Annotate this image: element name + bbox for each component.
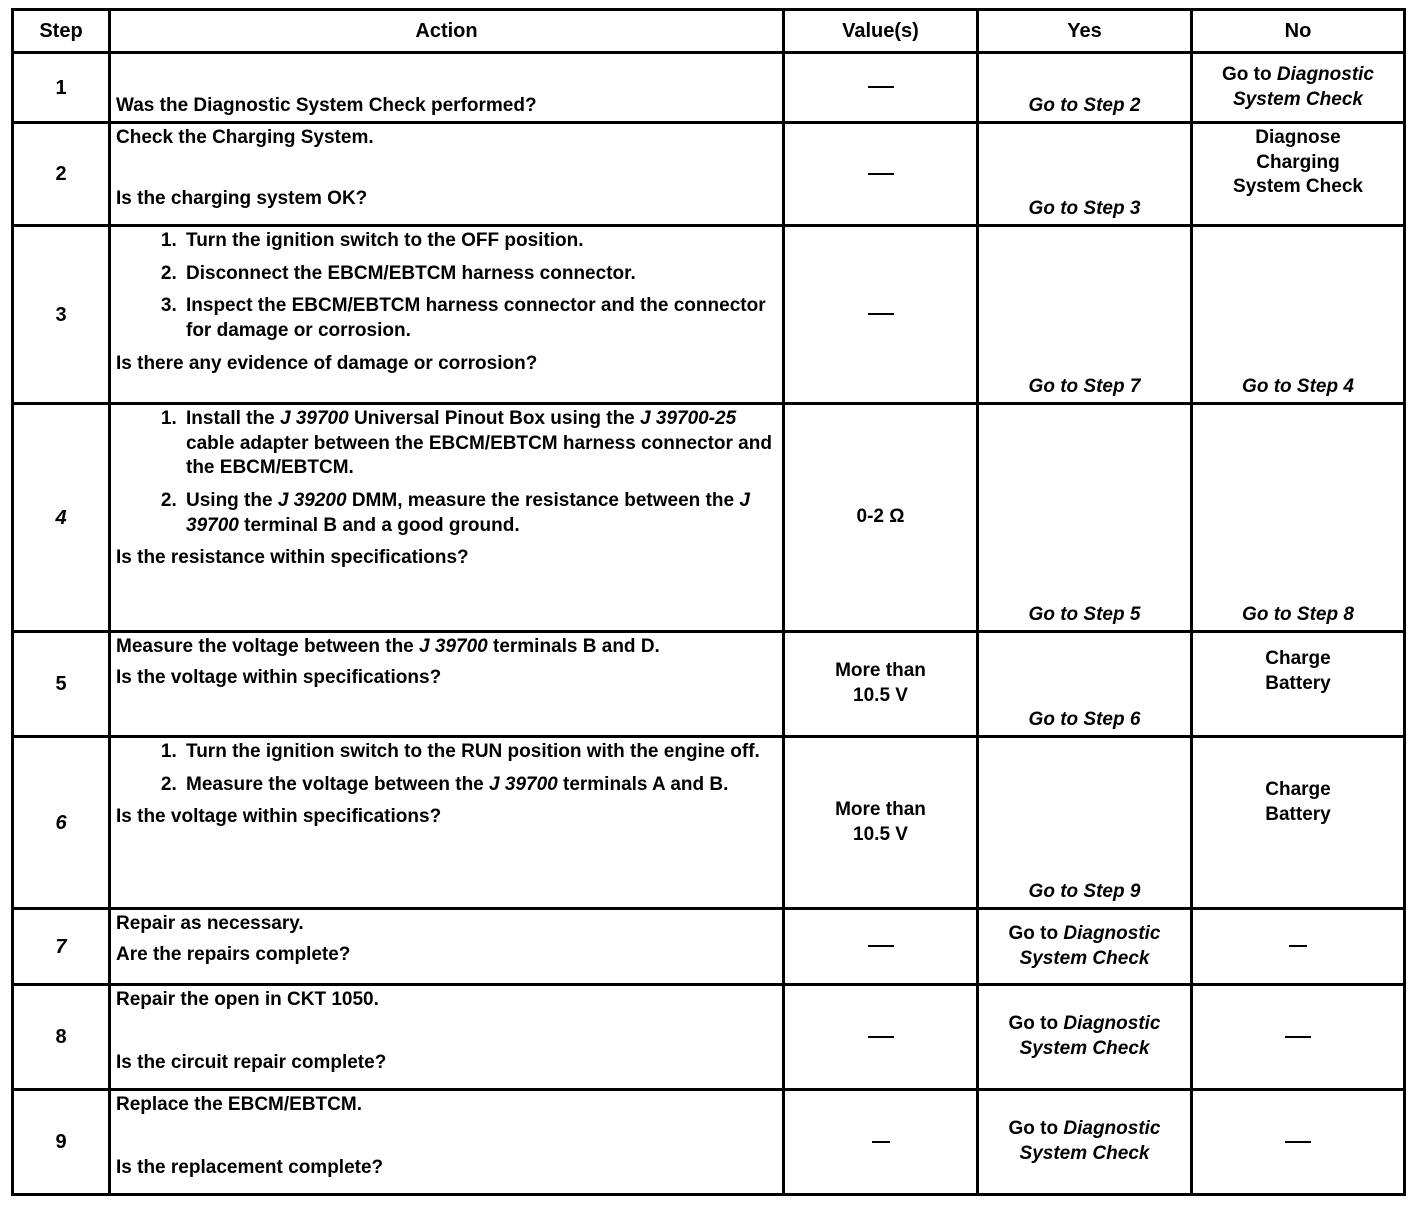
header-row: [13, 10, 1405, 53]
no-link: Diagnostic System Check: [1233, 63, 1374, 110]
yes-link: Go to Step 9: [1028, 881, 1141, 903]
no-cell: [1192, 1090, 1405, 1195]
no-cell: [1192, 226, 1405, 404]
dash-mark: [868, 173, 894, 175]
step-number: 6: [13, 737, 110, 909]
no-line: Diagnose: [1255, 127, 1341, 148]
action-line: Measure the voltage between the J 39700 terminals B and D.: [116, 636, 660, 657]
no-cell: [1192, 909, 1405, 985]
header-action: Action: [110, 10, 784, 53]
yes-link: Diagnostic System Check: [1019, 1013, 1161, 1059]
dash-mark: [1289, 945, 1307, 947]
yes-link: Diagnostic System Check: [1019, 1118, 1161, 1164]
step-number: 7: [13, 909, 110, 985]
action-cell: [110, 53, 784, 123]
action-cell: [110, 226, 784, 404]
no-cell: [1192, 404, 1405, 632]
action-steps: [116, 740, 777, 797]
value-cell: More than 10.5 V: [784, 737, 978, 909]
value-cell: [784, 1090, 978, 1195]
value-cell: [784, 123, 978, 226]
action-line: Repair the open in CKT 1050.: [116, 989, 379, 1010]
dash-mark: [868, 313, 894, 315]
action-question: Is the resistance within specifications?: [116, 547, 469, 569]
table-row: [13, 226, 1405, 404]
table-row: [13, 123, 1405, 226]
table-row: [13, 632, 1405, 737]
yes-link: Go to Step 5: [1028, 604, 1141, 626]
table-row: [13, 1090, 1405, 1195]
action-step: 2. Disconnect the EBCM/EBTCM harness connector.: [182, 262, 777, 287]
action-step: 1. Turn the ignition switch to the RUN position with the engine off.: [182, 740, 777, 765]
header-step: Step: [13, 10, 110, 53]
diagnostic-table: [11, 8, 1406, 1196]
no-cell: [1192, 123, 1405, 226]
dash-mark: [868, 945, 894, 947]
value-cell: [784, 909, 978, 985]
action-question: Is the circuit repair complete?: [116, 1051, 387, 1073]
step-number: 5: [13, 632, 110, 737]
value-cell: [784, 53, 978, 123]
no-cell: [1192, 985, 1405, 1090]
action-step: 2. Using the J 39200 DMM, measure the resistance between the J 39700 terminal B and a good ground.: [182, 489, 777, 538]
yes-cell: [978, 53, 1192, 123]
action-cell: [110, 909, 784, 985]
action-cell: [110, 632, 784, 737]
no-link: Go to Step 8: [1242, 604, 1354, 626]
dash-mark: [868, 86, 894, 88]
header-yes: Yes: [978, 10, 1192, 53]
action-question: Was the Diagnostic System Check performed?: [116, 95, 537, 117]
yes-cell: [978, 632, 1192, 737]
no-text: Go to: [1221, 63, 1272, 85]
action-step: 1. Install the J 39700 Universal Pinout Box using the J 39700-25 cable adapter between the EBCM/EBTCM harness connector and the EBCM/EBTCM.: [182, 407, 777, 481]
action-steps: [116, 407, 777, 538]
yes-cell: [978, 737, 1192, 909]
yes-link: Go to Step 2: [1028, 95, 1141, 117]
value-cell: 0-2 Ω: [784, 404, 978, 632]
dash-mark: [872, 1141, 890, 1143]
action-line: Check the Charging System.: [116, 127, 374, 148]
action-steps: [116, 229, 777, 344]
action-question: Are the repairs complete?: [116, 943, 351, 965]
action-line: Replace the EBCM/EBTCM.: [116, 1094, 362, 1115]
action-question: Is there any evidence of damage or corrosion?: [116, 352, 538, 374]
step-number: 3: [13, 226, 110, 404]
action-cell: [110, 737, 784, 909]
action-step: 1. Turn the ignition switch to the OFF position.: [182, 229, 777, 254]
no-line: System Check: [1233, 176, 1363, 198]
yes-cell: [978, 226, 1192, 404]
no-cell: Charge Battery: [1192, 737, 1405, 909]
step-number: 4: [13, 404, 110, 632]
dash-mark: [1285, 1036, 1311, 1038]
value-cell: More than 10.5 V: [784, 632, 978, 737]
action-cell: [110, 123, 784, 226]
action-question: Is the voltage within specifications?: [116, 666, 442, 688]
header-values: Value(s): [784, 10, 978, 53]
step-number: 2: [13, 123, 110, 226]
step-number: 1: [13, 53, 110, 123]
table-row: [13, 737, 1405, 909]
step-number: 9: [13, 1090, 110, 1195]
value-cell: [784, 985, 978, 1090]
yes-cell: [978, 404, 1192, 632]
yes-cell: Go to Diagnostic System Check: [978, 985, 1192, 1090]
value-cell: [784, 226, 978, 404]
table-row: [13, 909, 1405, 985]
no-cell: Charge Battery: [1192, 632, 1405, 737]
action-cell: [110, 1090, 784, 1195]
yes-cell: Go to Diagnostic System Check: [978, 909, 1192, 985]
action-cell: [110, 985, 784, 1090]
action-step: 3. Inspect the EBCM/EBTCM harness connector and the connector for damage or corrosion.: [182, 294, 777, 343]
yes-link: Diagnostic System Check: [1019, 922, 1161, 969]
yes-cell: Go to Diagnostic System Check: [978, 1090, 1192, 1195]
no-cell: [1192, 53, 1405, 123]
action-line: Repair as necessary.: [116, 913, 304, 934]
yes-cell: [978, 123, 1192, 226]
table-row: [13, 985, 1405, 1090]
action-question: Is the charging system OK?: [116, 187, 368, 209]
action-step: 2. Measure the voltage between the J 39700 terminals A and B.: [182, 773, 777, 798]
header-no: No: [1192, 10, 1405, 53]
action-question: Is the voltage within specifications?: [116, 806, 442, 828]
no-link: Go to Step 4: [1242, 376, 1354, 398]
no-line: Charging: [1256, 151, 1340, 173]
table-row: [13, 53, 1405, 123]
step-number: 8: [13, 985, 110, 1090]
dash-mark: [1285, 1141, 1311, 1143]
yes-link: Go to Step 6: [1028, 709, 1141, 731]
dash-mark: [868, 1036, 894, 1038]
action-cell: [110, 404, 784, 632]
yes-link: Go to Step 3: [1028, 198, 1141, 220]
table-row: [13, 404, 1405, 632]
yes-link: Go to Step 7: [1028, 376, 1141, 398]
action-question: Is the replacement complete?: [116, 1156, 384, 1178]
